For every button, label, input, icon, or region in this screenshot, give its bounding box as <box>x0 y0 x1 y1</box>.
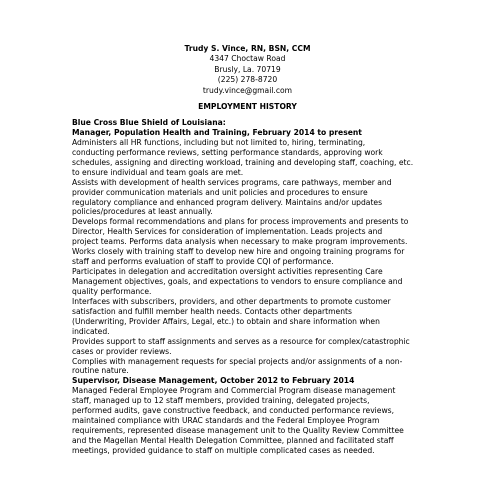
text-line: provider communication materials and unit policies and procedures to ensure <box>72 187 368 197</box>
text-line: meetings, provided guidance to staff on multiple complicated cases as needed. <box>72 445 375 455</box>
text-line: staff and performs evaluation of staff to provide CQI of performance. <box>72 257 334 267</box>
text-line: indicated. <box>72 326 110 336</box>
text-line: and the Magellan Mental Health Delegation Committee, planned and facilitated staff <box>72 436 394 445</box>
text-line: Director, Health Services for consideration of implementation. Leads projects and <box>72 227 383 237</box>
text-line: Complies with management requests for special projects and/or assignments of a non- <box>72 356 403 366</box>
job-heading-line: Blue Cross Blue Shield of Louisiana: <box>72 118 226 127</box>
text-line: cases or provider reviews. <box>72 346 172 356</box>
text-line: policies/procedures at least annually. <box>72 207 213 217</box>
text-line: Administers all HR functions, including but not limited to, hiring, terminating, <box>72 137 366 147</box>
text-line: performed audits, gave constructive feedback, and conducted performance reviews, <box>72 406 395 416</box>
text-line: routine nature. <box>72 366 129 376</box>
text-line: satisfaction and fulfill member health needs. Contacts other departments <box>72 306 352 316</box>
text-line: Interfaces with subscribers, providers, and other departments to promote customer <box>72 296 391 306</box>
text-line: conducting performance reviews, setting performance standards, approving work <box>72 147 383 157</box>
text-line: Works closely with training staff to develop new hire and ongoing training programs for <box>72 247 405 257</box>
email-address: trudy.vince@gmail.com <box>202 85 293 95</box>
text-line: Provides support to staff assignments and serves as a resource for complex/catastrophic <box>72 336 410 346</box>
applicant-name: Trudy S. Vince, RN, BSN, CCM <box>184 44 311 53</box>
text-line: quality performance. <box>72 286 152 296</box>
text-line: maintained compliance with URAC standards and the Federal Employee Program <box>72 416 380 426</box>
job-heading-line: Manager, Population Health and Training, February 2014 to present <box>72 127 362 137</box>
text-line: project teams. Performs data analysis when necessary to make program improvements. <box>72 237 408 247</box>
text-line: Managed Federal Employee Program and Commercial Program disease management <box>72 386 396 396</box>
phone-number: (225) 278-8720 <box>217 75 278 85</box>
employment-history-body <box>72 118 424 456</box>
text-line: Participates in delegation and accreditation oversight activities representing Care <box>72 267 383 277</box>
text-line: Assists with development of health services programs, care pathways, member and <box>72 177 392 187</box>
text-line: staff, managed up to 12 staff members, provided training, delegated projects, <box>72 396 370 406</box>
text-line: Develops formal recommendations and plans for process improvements and presents to <box>72 217 409 227</box>
text-line: requirements, represented disease management unit to the Quality Review Committee <box>72 426 404 436</box>
section-title: EMPLOYMENT HISTORY <box>198 102 297 111</box>
text-line: Management objectives, goals, and expectations to vendors to ensure compliance and <box>72 277 403 286</box>
text-line: (Underwriting, Provider Affairs, Legal, etc.) to obtain and share information when <box>72 316 380 326</box>
address-line-2: Brusly, La. 70719 <box>214 64 281 74</box>
text-line: schedules, assigning and directing workload, training and developing staff, coaching, etc. <box>72 157 414 167</box>
address-line-1: 4347 Choctaw Road <box>209 54 286 64</box>
job-heading-line: Supervisor, Disease Management, October 2012 to February 2014 <box>72 376 355 386</box>
text-line: to ensure individual and team goals are met. <box>72 167 244 177</box>
text-line: regulatory compliance and enhanced program delivery. Maintains and/or updates <box>72 197 383 207</box>
contact-header <box>0 44 495 96</box>
